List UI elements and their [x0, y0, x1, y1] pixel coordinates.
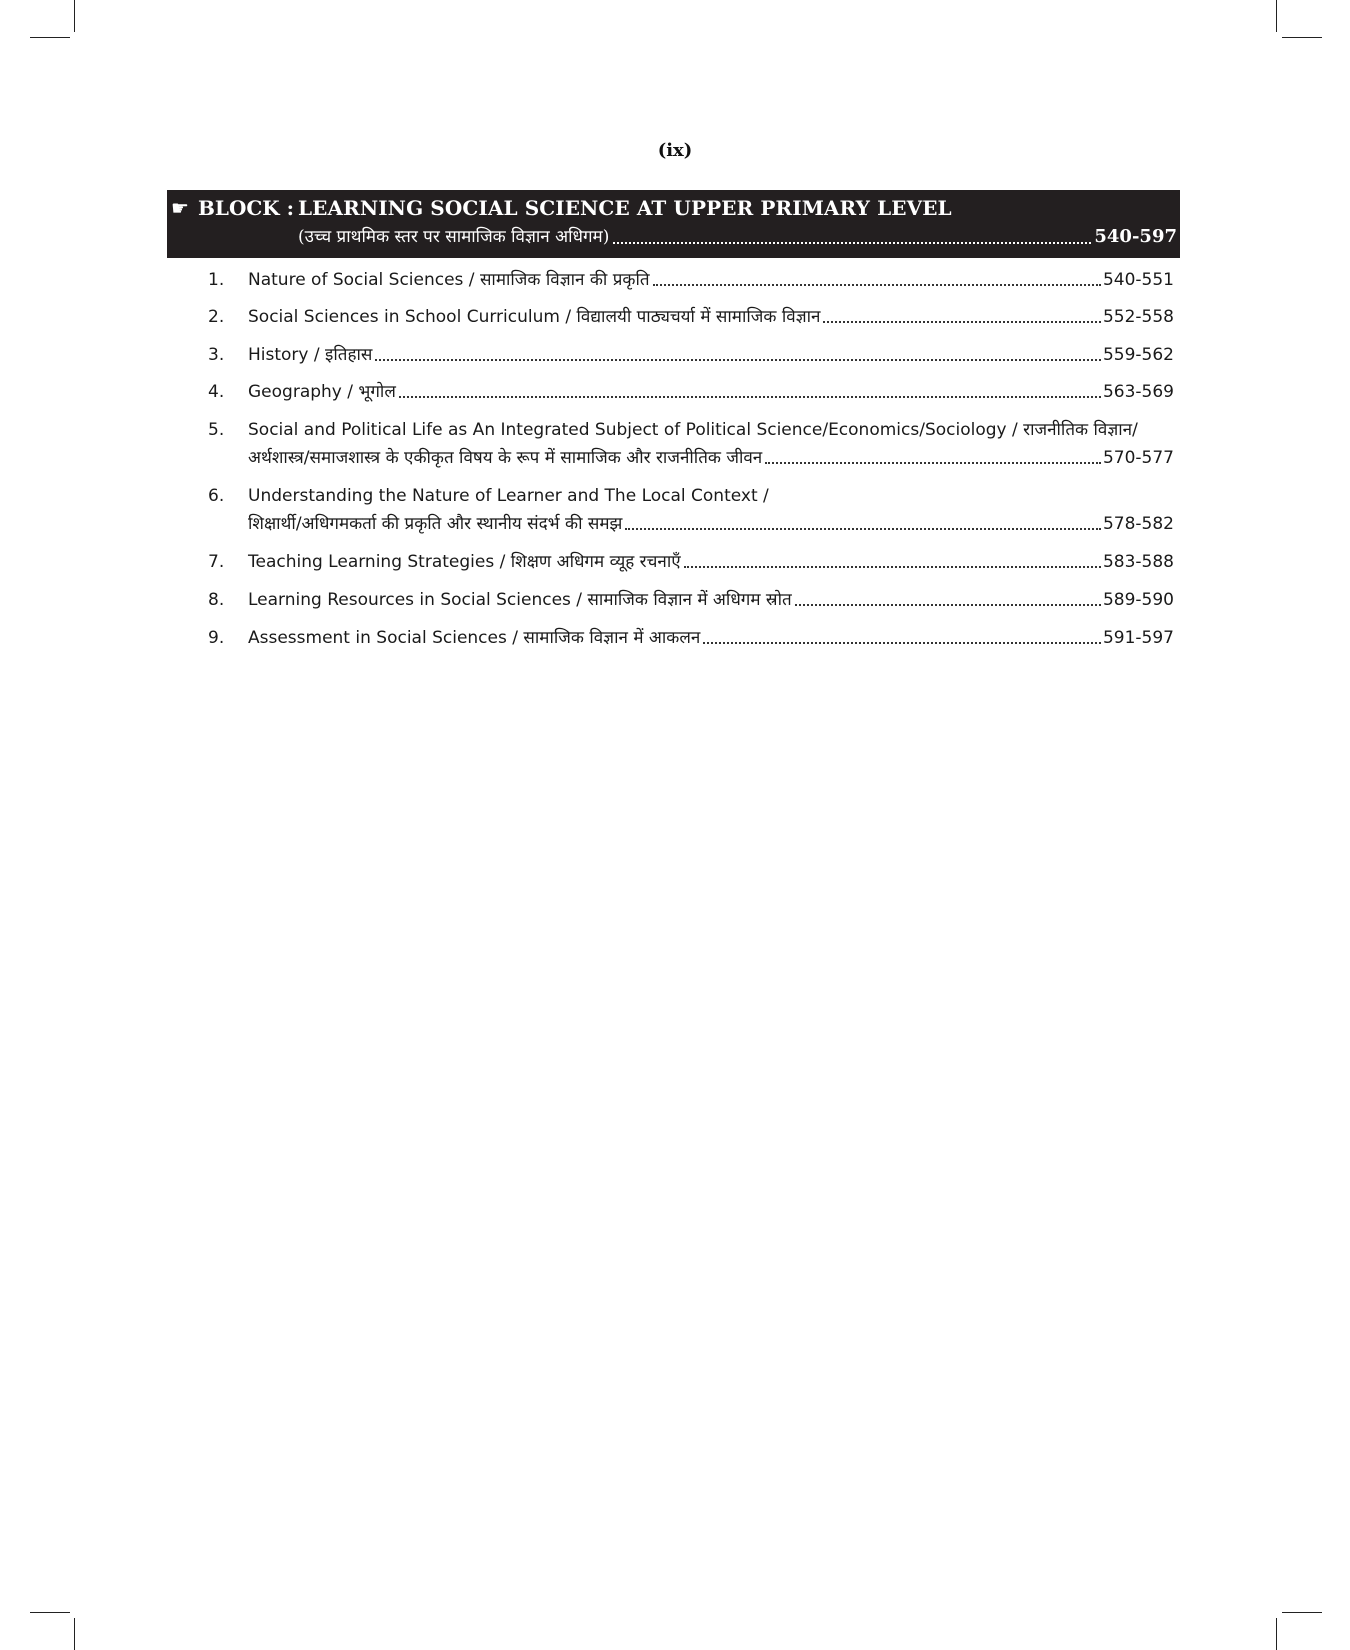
dot-leader — [823, 321, 1101, 323]
toc-line — [248, 446, 1174, 470]
dot-leader — [375, 359, 1101, 361]
item-title-continued: अर्थशास्त्र/समाजशास्त्र के एकीकृत विषय के रूप में सामाजिक और राजनीतिक जीवन — [248, 448, 763, 468]
item-page-range: 559-562 — [1102, 345, 1174, 365]
item-title: Nature of Social Sciences / सामाजिक विज्ञान की प्रकृति — [248, 270, 650, 290]
crop-mark — [74, 1618, 75, 1650]
crop-mark — [1282, 37, 1322, 38]
item-number: 1. — [208, 270, 225, 290]
block-subtitle: (उच्च प्राथमिक स्तर पर सामाजिक विज्ञान अधिगम) — [298, 227, 610, 247]
toc-line — [248, 343, 1174, 367]
item-number: 2. — [208, 307, 225, 327]
item-title-continued: शिक्षार्थी/अधिगमकर्ता की प्रकृति और स्थानीय संदर्भ की समझ — [248, 514, 623, 534]
dot-leader — [653, 284, 1101, 286]
dot-leader — [765, 462, 1101, 464]
item-title: History / इतिहास — [248, 345, 373, 365]
toc-line — [248, 305, 1174, 329]
dot-leader — [703, 642, 1101, 644]
item-page-range: 578-582 — [1102, 514, 1174, 534]
item-page-range: 589-590 — [1102, 590, 1174, 610]
toc-line — [248, 550, 1174, 574]
item-page-range: 591-597 — [1102, 628, 1174, 648]
block-header — [167, 190, 1180, 258]
item-number: 4. — [208, 382, 225, 402]
item-title: Understanding the Nature of Learner and The Local Context / — [248, 486, 769, 506]
toc-line — [248, 588, 1174, 612]
crop-mark — [30, 37, 70, 38]
item-page-range: 583-588 — [1102, 552, 1174, 572]
item-title: Geography / भूगोल — [248, 382, 396, 402]
block-title: LEARNING SOCIAL SCIENCE AT UPPER PRIMARY LEVEL — [298, 196, 952, 220]
item-page-range: 570-577 — [1102, 448, 1174, 468]
toc-line — [248, 626, 1174, 650]
toc-line — [248, 484, 1174, 508]
block-subtitle-row — [298, 224, 1177, 250]
item-number: 3. — [208, 345, 225, 365]
item-page-range: 563-569 — [1102, 382, 1174, 402]
page-number: (ix) — [657, 140, 693, 161]
crop-mark — [1276, 1618, 1277, 1650]
dot-leader — [399, 396, 1101, 398]
pointing-hand-icon: ☛ — [171, 196, 189, 220]
dot-leader — [684, 566, 1101, 568]
item-title: Social Sciences in School Curriculum / विद्यालयी पाठ्यचर्या में सामाजिक विज्ञान — [248, 307, 821, 327]
block-page-range: 540-597 — [1094, 226, 1177, 247]
item-title: Assessment in Social Sciences / सामाजिक विज्ञान में आकलन — [248, 628, 701, 648]
crop-mark — [30, 1612, 70, 1613]
toc-line — [248, 418, 1174, 442]
item-page-range: 552-558 — [1102, 307, 1174, 327]
block-label: BLOCK : — [198, 196, 295, 220]
toc-line — [248, 512, 1174, 536]
crop-mark — [1276, 0, 1277, 32]
crop-mark — [74, 0, 75, 32]
item-title: Teaching Learning Strategies / शिक्षण अधिगम व्यूह रचनाएँ — [248, 552, 681, 572]
item-page-range: 540-551 — [1102, 270, 1174, 290]
item-number: 9. — [208, 628, 225, 648]
dot-leader — [625, 528, 1101, 530]
item-title: Social and Political Life as An Integrated Subject of Political Science/Economics/Sociology / राजनीतिक विज्ञान/ — [248, 420, 1138, 440]
item-number: 8. — [208, 590, 225, 610]
dot-leader — [613, 242, 1091, 244]
item-number: 6. — [208, 486, 225, 506]
item-title: Learning Resources in Social Sciences / सामाजिक विज्ञान में अधिगम स्रोत — [248, 590, 792, 610]
item-number: 5. — [208, 420, 225, 440]
toc-line — [248, 380, 1174, 404]
item-number: 7. — [208, 552, 225, 572]
crop-mark — [1282, 1612, 1322, 1613]
toc-line — [248, 268, 1174, 292]
dot-leader — [795, 604, 1101, 606]
